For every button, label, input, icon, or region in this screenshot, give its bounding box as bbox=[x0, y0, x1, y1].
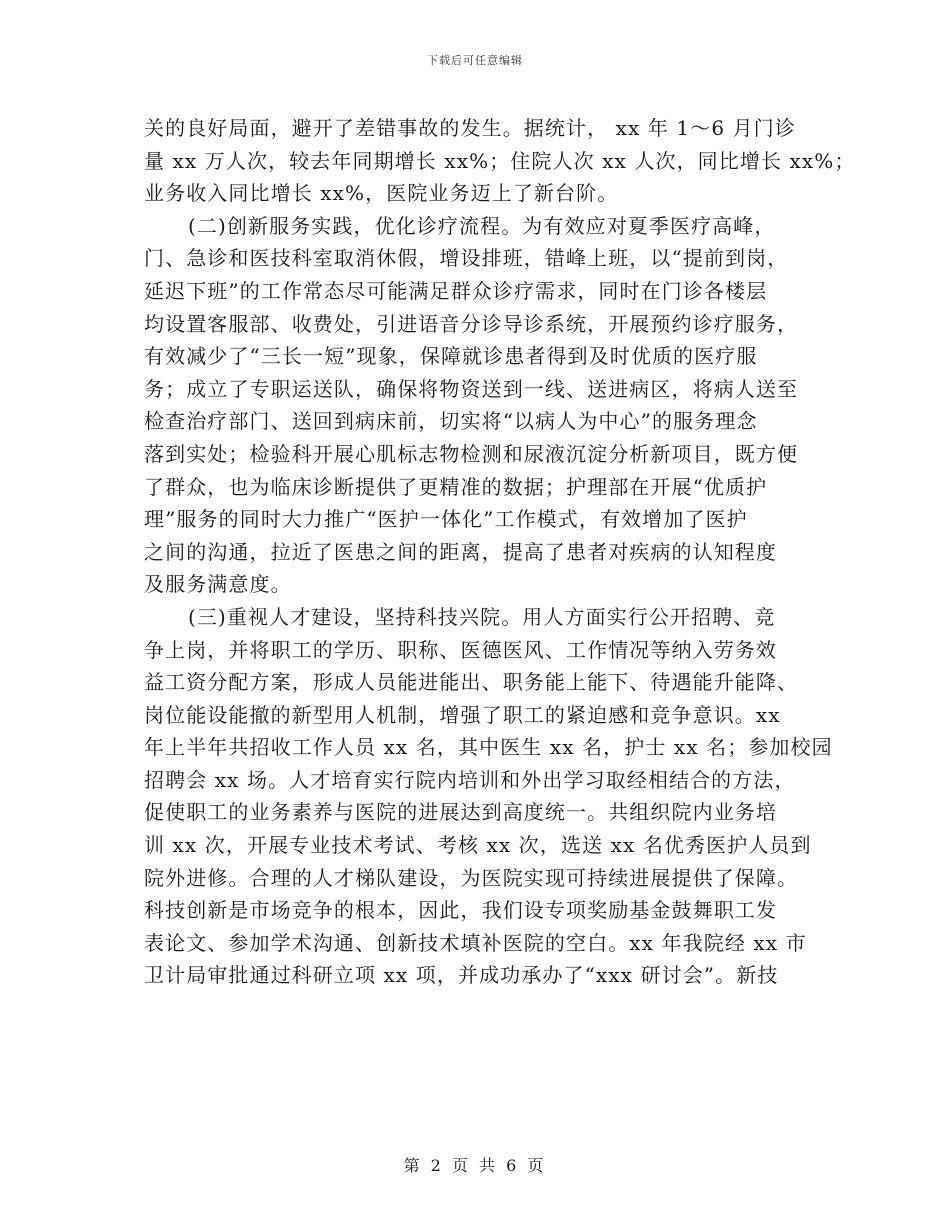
text-line: 关的良好局面，避开了差错事故的发生。据统计， xx 年 1～6 月门诊 bbox=[144, 116, 796, 140]
text-line: 有效减少了“三长一短”现象，保障就诊患者得到及时优质的医疗服 bbox=[144, 344, 758, 369]
text-line: 益工资分配方案，形成人员能进能出、职务能上能下、待遇能升能降、 bbox=[144, 670, 799, 695]
text-line: 均设置客服部、收费处，引进语音分诊导诊系统，开展预约诊疗服务， bbox=[144, 311, 799, 336]
text-line: 院外进修。合理的人才梯队建设，为医院实现可持续进展提供了保障。 bbox=[144, 865, 799, 890]
page-number-footer: 第 2 页 共 6 页 bbox=[403, 1156, 547, 1175]
page-header: 下载后可任意编辑 bbox=[427, 54, 523, 67]
text-line: 业务收入同比增长 xx%，医院业务迈上了新台阶。 bbox=[144, 181, 619, 206]
text-line: 量 xx 万人次，较去年同期增长 xx%；住院人次 xx 人次，同比增长 xx%； bbox=[144, 148, 856, 173]
text-line: 年上半年共招收工作人员 xx 名，其中医生 xx 名，护士 xx 名；参加校园 bbox=[144, 735, 833, 760]
text-line: 训 xx 次，开展专业技术考试、考核 xx 次，选送 xx 名优秀医护人员到 bbox=[144, 833, 812, 858]
text-line: (二)创新服务实践，优化诊疗流程。为有效应对夏季医疗高峰， bbox=[188, 213, 776, 238]
text-line: 检查治疗部门、送回到病床前，切实将“以病人为中心”的服务理念 bbox=[144, 409, 758, 434]
text-line: 门、急诊和医技科室取消休假，增设排班，错峰上班，以“提前到岗， bbox=[144, 246, 789, 271]
text-line: 岗位能设能撤的新型用人机制，增强了职工的紧迫感和竞争意识。xx bbox=[144, 702, 781, 727]
text-line: 科技创新是市场竞争的根本，因此，我们设专项奖励基金鼓舞职工发 bbox=[144, 898, 777, 923]
text-line: 及服务满意度。 bbox=[144, 572, 292, 597]
text-line: 表论文、参加学术沟通、创新技术填补医院的空白。xx 年我院经 xx 市 bbox=[144, 930, 807, 955]
text-line: 务；成立了专职运送队，确保将物资送到一线、送进病区，将病人送至 bbox=[144, 376, 799, 401]
text-line: 争上岗，并将职工的学历、职称、医德医风、工作情况等纳入劳务效 bbox=[144, 637, 777, 662]
text-line: 之间的沟通，拉近了医患之间的距离，提高了患者对疾病的认知程度 bbox=[144, 539, 777, 564]
text-line: 招聘会 xx 场。人才培育实行院内培训和外出学习取经相结合的方法， bbox=[144, 767, 796, 792]
text-line: 落到实处；检验科开展心肌标志物检测和尿液沉淀分析新项目，既方便 bbox=[144, 441, 799, 466]
text-line: (三)重视人才建设，坚持科技兴院。用人方面实行公开招聘、竞 bbox=[188, 604, 776, 629]
text-line: 卫计局审批通过科研立项 xx 项，并成功承办了“xxx 研讨会”。新技 bbox=[144, 963, 779, 988]
document-body bbox=[144, 112, 856, 992]
text-line: 了群众，也为临床诊断提供了更精准的数据；护理部在开展“优质护 bbox=[144, 474, 768, 499]
text-line: 理”服务的同时大力推广“医护一体化”工作模式，有效增加了医护 bbox=[144, 507, 748, 532]
text-line: 促使职工的业务素养与医院的进展达到高度统一。共组织院内业务培 bbox=[144, 800, 777, 825]
text-line: 延迟下班”的工作常态尽可能满足群众诊疗需求，同时在门诊各楼层 bbox=[144, 278, 768, 303]
